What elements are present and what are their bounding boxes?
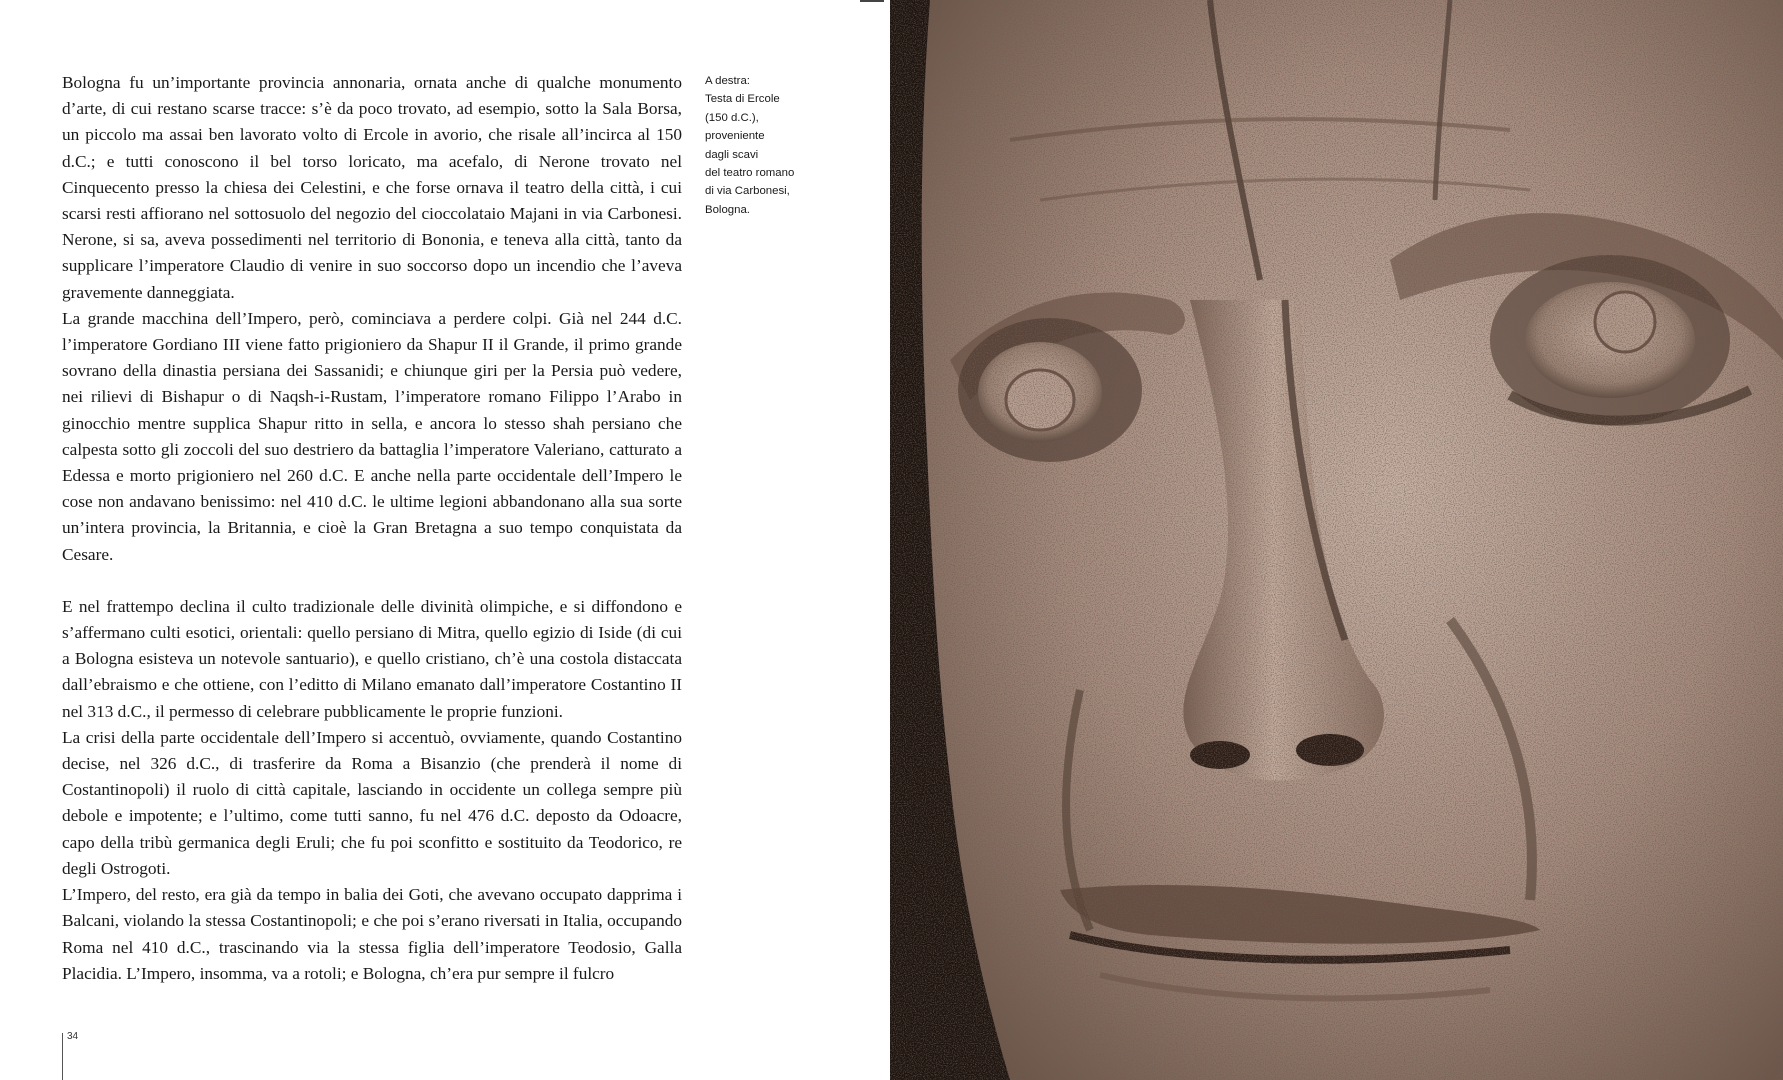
paragraph-western-crisis: La crisi della parte occidentale dell’Impero si accentuò, ovviamente, quando Costantino decise, nel 326 d.C., di trasferire da Roma a Bisanzio (che prenderà il nome di Costantinopoli) il ruolo di città capitale, lasciando in occidente un collega sempre più debole e impotente; e l’ultimo, come tutti sanno, fu nel 476 d.C. deposto da Odoacre, capo della tribù germanica degli Eruli; che fu poi sconfitto e sostituito da Teodorico, re degli Ostrogoti. bbox=[62, 727, 682, 878]
caption-line: (150 d.C.), bbox=[705, 111, 759, 124]
page-number: 34 bbox=[67, 1031, 79, 1042]
caption-line: Testa di Ercole bbox=[705, 93, 780, 106]
caption-line: dagli scavi bbox=[705, 148, 759, 161]
caption-line: Bologna. bbox=[705, 203, 750, 216]
caption-line: del teatro romano bbox=[705, 167, 795, 180]
left-page bbox=[0, 0, 890, 1080]
image-caption bbox=[705, 72, 805, 219]
folio-rule bbox=[62, 1033, 63, 1080]
body-text bbox=[62, 70, 682, 987]
caption-line: A destra: bbox=[705, 75, 750, 87]
crop-mark bbox=[860, 0, 884, 2]
hercules-head-illustration bbox=[890, 0, 1783, 1080]
paragraph-goths: L’Impero, del resto, era già da tempo in balia dei Goti, che avevano occupato dapprima i Balcani, violando la stessa Costantinopoli; e che poi s’erano riversati in Italia, occupando Roma nel 410 d.C., trascinando via la stessa figlia dell’imperatore Teodosio, Galla Placidia. L’Impero, insomma, va a rotoli; e Bologna, ch’era pur sempre il fulcro bbox=[62, 885, 682, 983]
caption-line: di via Carbonesi, bbox=[705, 185, 790, 198]
paragraph-empire-decline: La grande macchina dell’Impero, però, cominciava a perdere colpi. Già nel 244 d.C. l’imperatore Gordiano III viene fatto prigioniero da Shapur II il Grande, il primo grande sovrano della dinastia persiana dei Sassanidi; e chiunque giri per la Persia può vedere, nei rilievi di Bishapur o di Naqsh-i-Rustam, l’imperatore romano Filippo l’Arabo in ginocchio mentre supplica Shapur ritto in sella, e ancora lo stesso shah persiano che calpesta sotto gli zoccoli del suo destriero da battaglia l’imperatore Valeriano, catturato a Edessa e morto prigioniero nel 260 d.C. E anche nella parte occidentale dell’Impero le cose non andavano benissimo: nel 410 d.C. le ultime legioni abbandonano alla sua sorte un’intera provincia, la Britannia, e cioè la Gran Bretagna a suo tempo conquistata da Cesare. bbox=[62, 308, 682, 564]
hercules-head-photo bbox=[890, 0, 1783, 1080]
paragraph-eastern-cults: E nel frattempo declina il culto tradizionale delle divinità olimpiche, e si diffondono e s’affermano culti esotici, orientali: quello persiano di Mitra, quello egizio di Iside (di cui a Bologna esisteva un notevole santuario), e quello cristiano, ch’è una costola distaccata dall’ebraismo e che ottiene, con l’editto di Milano emanato dall’imperatore Costantino II nel 313 d.C., il permesso di celebrare pubblicamente le proprie funzioni. bbox=[62, 596, 682, 721]
caption-line: proveniente bbox=[705, 130, 765, 143]
ivory-texture bbox=[890, 0, 1783, 1080]
paragraph-bologna-province: Bologna fu un’importante provincia annonaria, ornata anche di qualche monumento d’arte, di cui restano scarse tracce: s’è da poco trovato, ad esempio, sotto la Sala Borsa, un piccolo ma assai ben lavorato volto di Ercole in avorio, che risale all’incirca al 150 d.C.; e tutti conoscono il bel torso loricato, ma acefalo, di Nerone trovato nel Cinquecento presso la chiesa dei Celestini, e che forse ornava il teatro della città, i cui scarsi resti affiorano nel sottosuolo del negozio del cioccolataio Majani in via Carbonesi. Nerone, si sa, aveva possedimenti nel territorio di Bononia, e teneva alla città, tanto da supplicare l’imperatore Claudio di venire in suo soccorso dopo un incendio che l’aveva gravemente danneggiata. bbox=[62, 73, 682, 302]
